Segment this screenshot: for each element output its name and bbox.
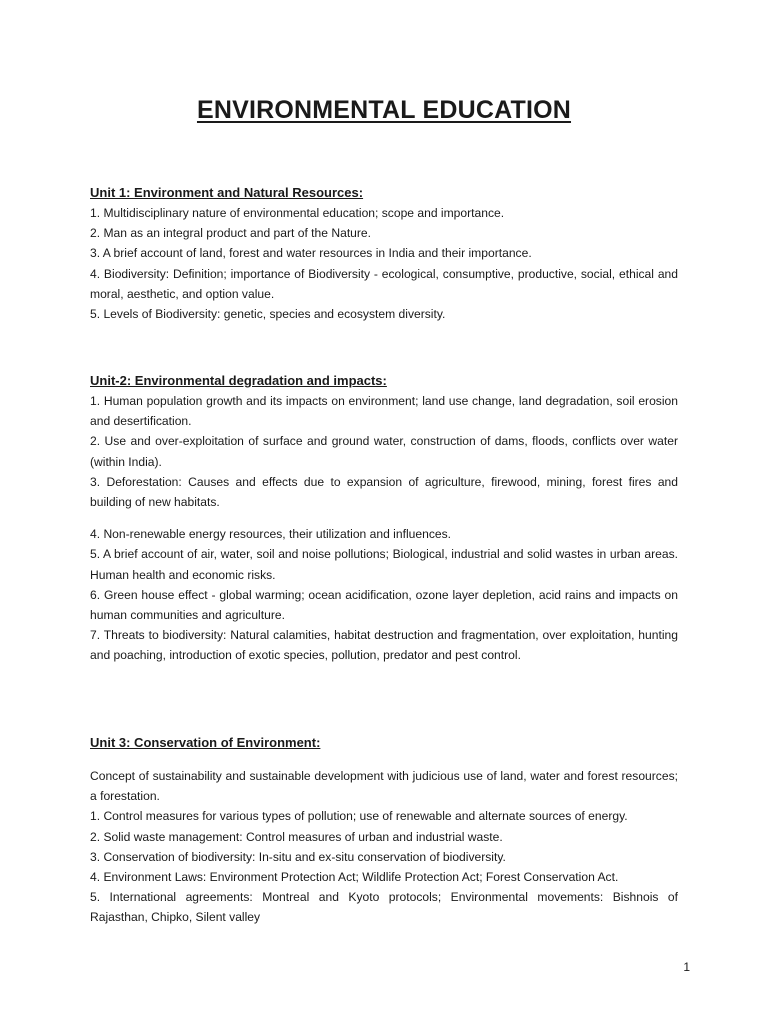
unit-3-section — [90, 733, 678, 928]
unit-3-intro: Concept of sustainability and sustainable development with judicious use of land, water and forest resources; a forestation. — [90, 769, 678, 804]
unit-2-item: 3. Deforestation: Causes and effects due to expansion of agriculture, firewood, mining, forest fires and building of new habitats. — [90, 474, 678, 510]
unit-3-heading: Unit 3: Conservation of Environment: — [90, 735, 321, 750]
unit-1-item: 3. A brief account of land, forest and water resources in India and their importance. — [90, 246, 532, 261]
unit-2-item: 7. Threats to biodiversity: Natural calamities, habitat destruction and fragmentation, over exploitation, hunting and poaching, introduction of exotic species, pollution, predator and pest control. — [90, 628, 678, 663]
unit-2-item: 1. Human population growth and its impacts on environment; land use change, land degradation, soil erosion and desertification. — [90, 394, 678, 429]
unit-2-item: 4. Non-renewable energy resources, their utilization and influences. — [90, 527, 451, 542]
unit-3-item: 3. Conservation of biodiversity: In-situ and ex-situ conservation of biodiversity. — [90, 849, 506, 864]
paragraph-gap — [90, 753, 678, 766]
unit-1-item: 4. Biodiversity: Definition; importance of Biodiversity - ecological, consumptive, productive, social, ethical and moral, aesthetic, and option value. — [90, 266, 678, 301]
unit-1-item: 2. Man as an integral product and part of the Nature. — [90, 226, 372, 241]
paragraph-gap — [90, 512, 678, 524]
unit-1-section — [90, 183, 678, 324]
unit-3-item: 4. Environment Laws: Environment Protection Act; Wildlife Protection Act; Forest Conservation Act. — [90, 870, 619, 885]
unit-3-item: 2. Solid waste management: Control measures of urban and industrial waste. — [90, 829, 503, 844]
page-number: 1 — [683, 960, 690, 974]
unit-2-heading: Unit-2: Environmental degradation and impacts: — [90, 373, 387, 388]
document-title: ENVIRONMENTAL EDUCATION — [196, 96, 572, 124]
unit-1-heading: Unit 1: Environment and Natural Resources: — [90, 185, 364, 200]
unit-2-section — [90, 371, 678, 666]
unit-1-item: 1. Multidisciplinary nature of environmental education; scope and importance. — [90, 206, 505, 220]
unit-3-item: 1. Control measures for various types of pollution; use of renewable and alternate sources of energy. — [90, 809, 628, 824]
unit-2-item: 5. A brief account of air, water, soil and noise pollutions; Biological, industrial and solid wastes in urban areas. Human health and economic risks. — [90, 547, 678, 582]
unit-2-item: 6. Green house effect - global warming; ocean acidification, ozone layer depletion, acid rains and impacts on human communities and agriculture. — [90, 587, 678, 623]
unit-3-item: 5. International agreements: Montreal and Kyoto protocols; Environmental movements: Bishnois of Rajasthan, Chipko, Silent valley — [90, 890, 678, 925]
unit-2-item: 2. Use and over-exploitation of surface and ground water, construction of dams, floods, conflicts over water (within India). — [90, 434, 678, 469]
unit-1-item: 5. Levels of Biodiversity: genetic, species and ecosystem diversity. — [90, 307, 446, 322]
